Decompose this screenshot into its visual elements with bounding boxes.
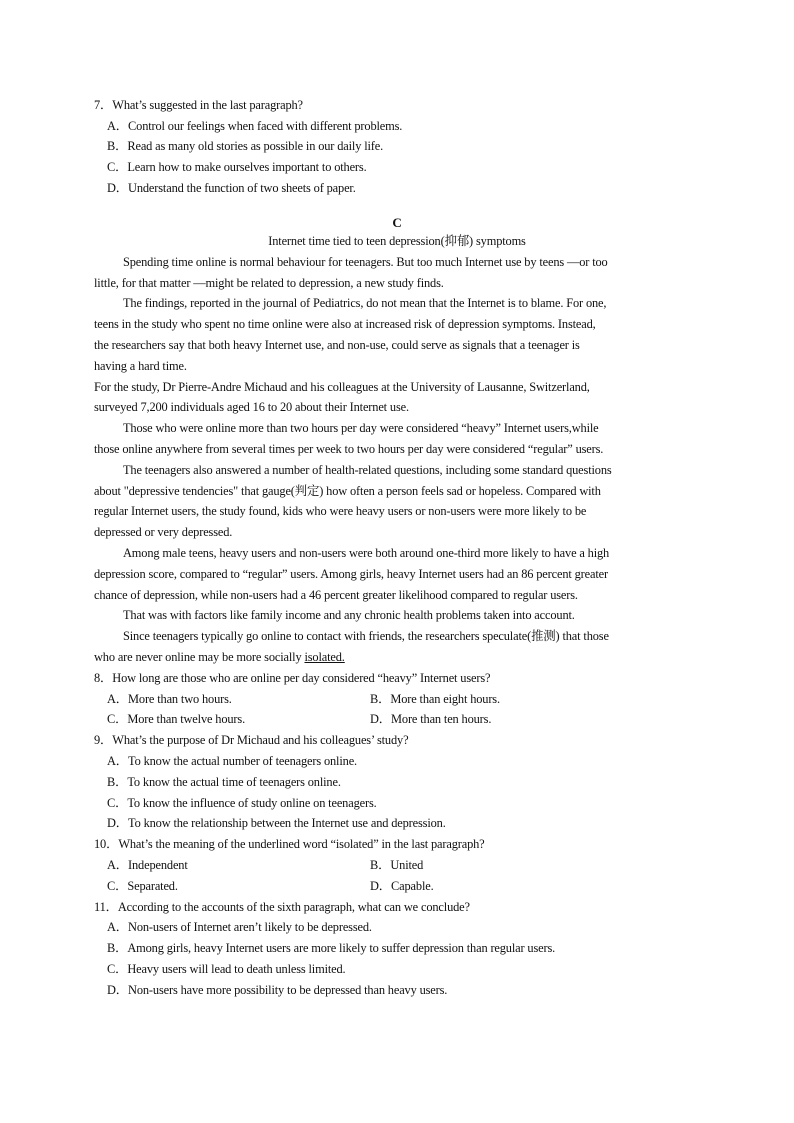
passage-line: chance of depression, while non-users had a 46 percent greater likelihood compared to regular users. xyxy=(94,588,578,602)
q9-option-c: C．To know the influence of study online on teenagers. xyxy=(107,796,377,810)
q11-option-d: D．Non-users have more possibility to be depressed than heavy users. xyxy=(107,983,448,997)
passage-line: having a hard time. xyxy=(94,359,187,373)
passage-last-line-text: who are never online may be more socially xyxy=(94,650,305,664)
passage-line: teens in the study who spent no time online were also at increased risk of depression symptoms. Instead, xyxy=(94,317,596,331)
q9-stem: 9．What’s the purpose of Dr Michaud and his colleagues’ study? xyxy=(94,733,409,747)
passage-line: Among male teens, heavy users and non-users were both around one-third more likely to have a high xyxy=(123,546,610,560)
passage-line: Since teenagers typically go online to contact with friends, the researchers speculate(推测) that those xyxy=(123,629,609,643)
q8-stem: 8．How long are those who are online per day considered “heavy” Internet users? xyxy=(94,671,491,685)
q7-option-c: C．Learn how to make ourselves important to others. xyxy=(107,160,367,174)
q8-option-c: C．More than twelve hours. xyxy=(107,712,246,726)
passage-line: For the study, Dr Pierre-Andre Michaud and his colleagues at the University of Lausanne, Switzerland, xyxy=(94,380,590,394)
passage-line: the researchers say that both heavy Internet use, and non-use, could serve as signals that a teenager is xyxy=(94,338,580,352)
q9-option-d: D．To know the relationship between the Internet use and depression. xyxy=(107,816,446,830)
q8-option-b: B．More than eight hours. xyxy=(370,692,500,706)
passage-line: about "depressive tendencies" that gauge(判定) how often a person feels sad or hopeless. Compared with xyxy=(94,484,601,498)
q9-option-b: B．To know the actual time of teenagers online. xyxy=(107,775,341,789)
passage-line: those online anywhere from several times per week to two hours per day were considered “regular” users. xyxy=(94,442,604,456)
q10-stem: 10．What’s the meaning of the underlined word “isolated” in the last paragraph? xyxy=(94,837,485,851)
passage-line: depression score, compared to “regular” users. Among girls, heavy Internet users had an 86 percent greater xyxy=(94,567,608,581)
q7-option-b: B．Read as many old stories as possible in our daily life. xyxy=(107,139,384,153)
passage-line: little, for that matter —might be related to depression, a new study finds. xyxy=(94,276,444,290)
q9-option-a: A．To know the actual number of teenagers online. xyxy=(107,754,357,768)
q10-option-a: A．Independent xyxy=(107,858,188,872)
passage-line: Spending time online is normal behaviour for teenagers. But too much Internet use by teens —or too xyxy=(123,255,608,269)
q11-stem: 11．According to the accounts of the sixth paragraph, what can we conclude? xyxy=(94,900,470,914)
q7-stem: 7．What’s suggested in the last paragraph? xyxy=(94,98,303,112)
q8-option-a: A．More than two hours. xyxy=(107,692,232,706)
q11-option-a: A．Non-users of Internet aren’t likely to be depressed. xyxy=(107,920,372,934)
q7-option-d: D．Understand the function of two sheets of paper. xyxy=(107,181,356,195)
passage-line: surveyed 7,200 individuals aged 16 to 20 about their Internet use. xyxy=(94,400,409,414)
q8-option-d: D．More than ten hours. xyxy=(370,712,492,726)
passage-last-line xyxy=(94,647,345,667)
q11-option-c: C．Heavy users will lead to death unless limited. xyxy=(107,962,346,976)
underlined-word-isolated: isolated. xyxy=(304,650,345,664)
passage-line: The findings, reported in the journal of Pediatrics, do not mean that the Internet is to blame. For one, xyxy=(123,296,607,310)
q11-option-b: B．Among girls, heavy Internet users are more likely to suffer depression than regular users. xyxy=(107,941,556,955)
section-heading: C xyxy=(392,215,402,230)
passage-line: depressed or very depressed. xyxy=(94,525,233,539)
passage-line: regular Internet users, the study found, kids who were heavy users or non-users were more likely to be xyxy=(94,504,587,518)
q10-option-d: D．Capable. xyxy=(370,879,434,893)
q10-option-c: C．Separated. xyxy=(107,879,178,893)
q10-option-b: B．United xyxy=(370,858,424,872)
passage-line: The teenagers also answered a number of health-related questions, including some standard questions xyxy=(123,463,612,477)
q7-option-a: A．Control our feelings when faced with different problems. xyxy=(107,119,403,133)
passage-line: That was with factors like family income and any chronic health problems taken into account. xyxy=(123,608,575,622)
passage-title: Internet time tied to teen depression(抑郁) symptoms xyxy=(268,234,526,248)
passage-line: Those who were online more than two hours per day were considered “heavy” Internet users,while xyxy=(123,421,599,435)
